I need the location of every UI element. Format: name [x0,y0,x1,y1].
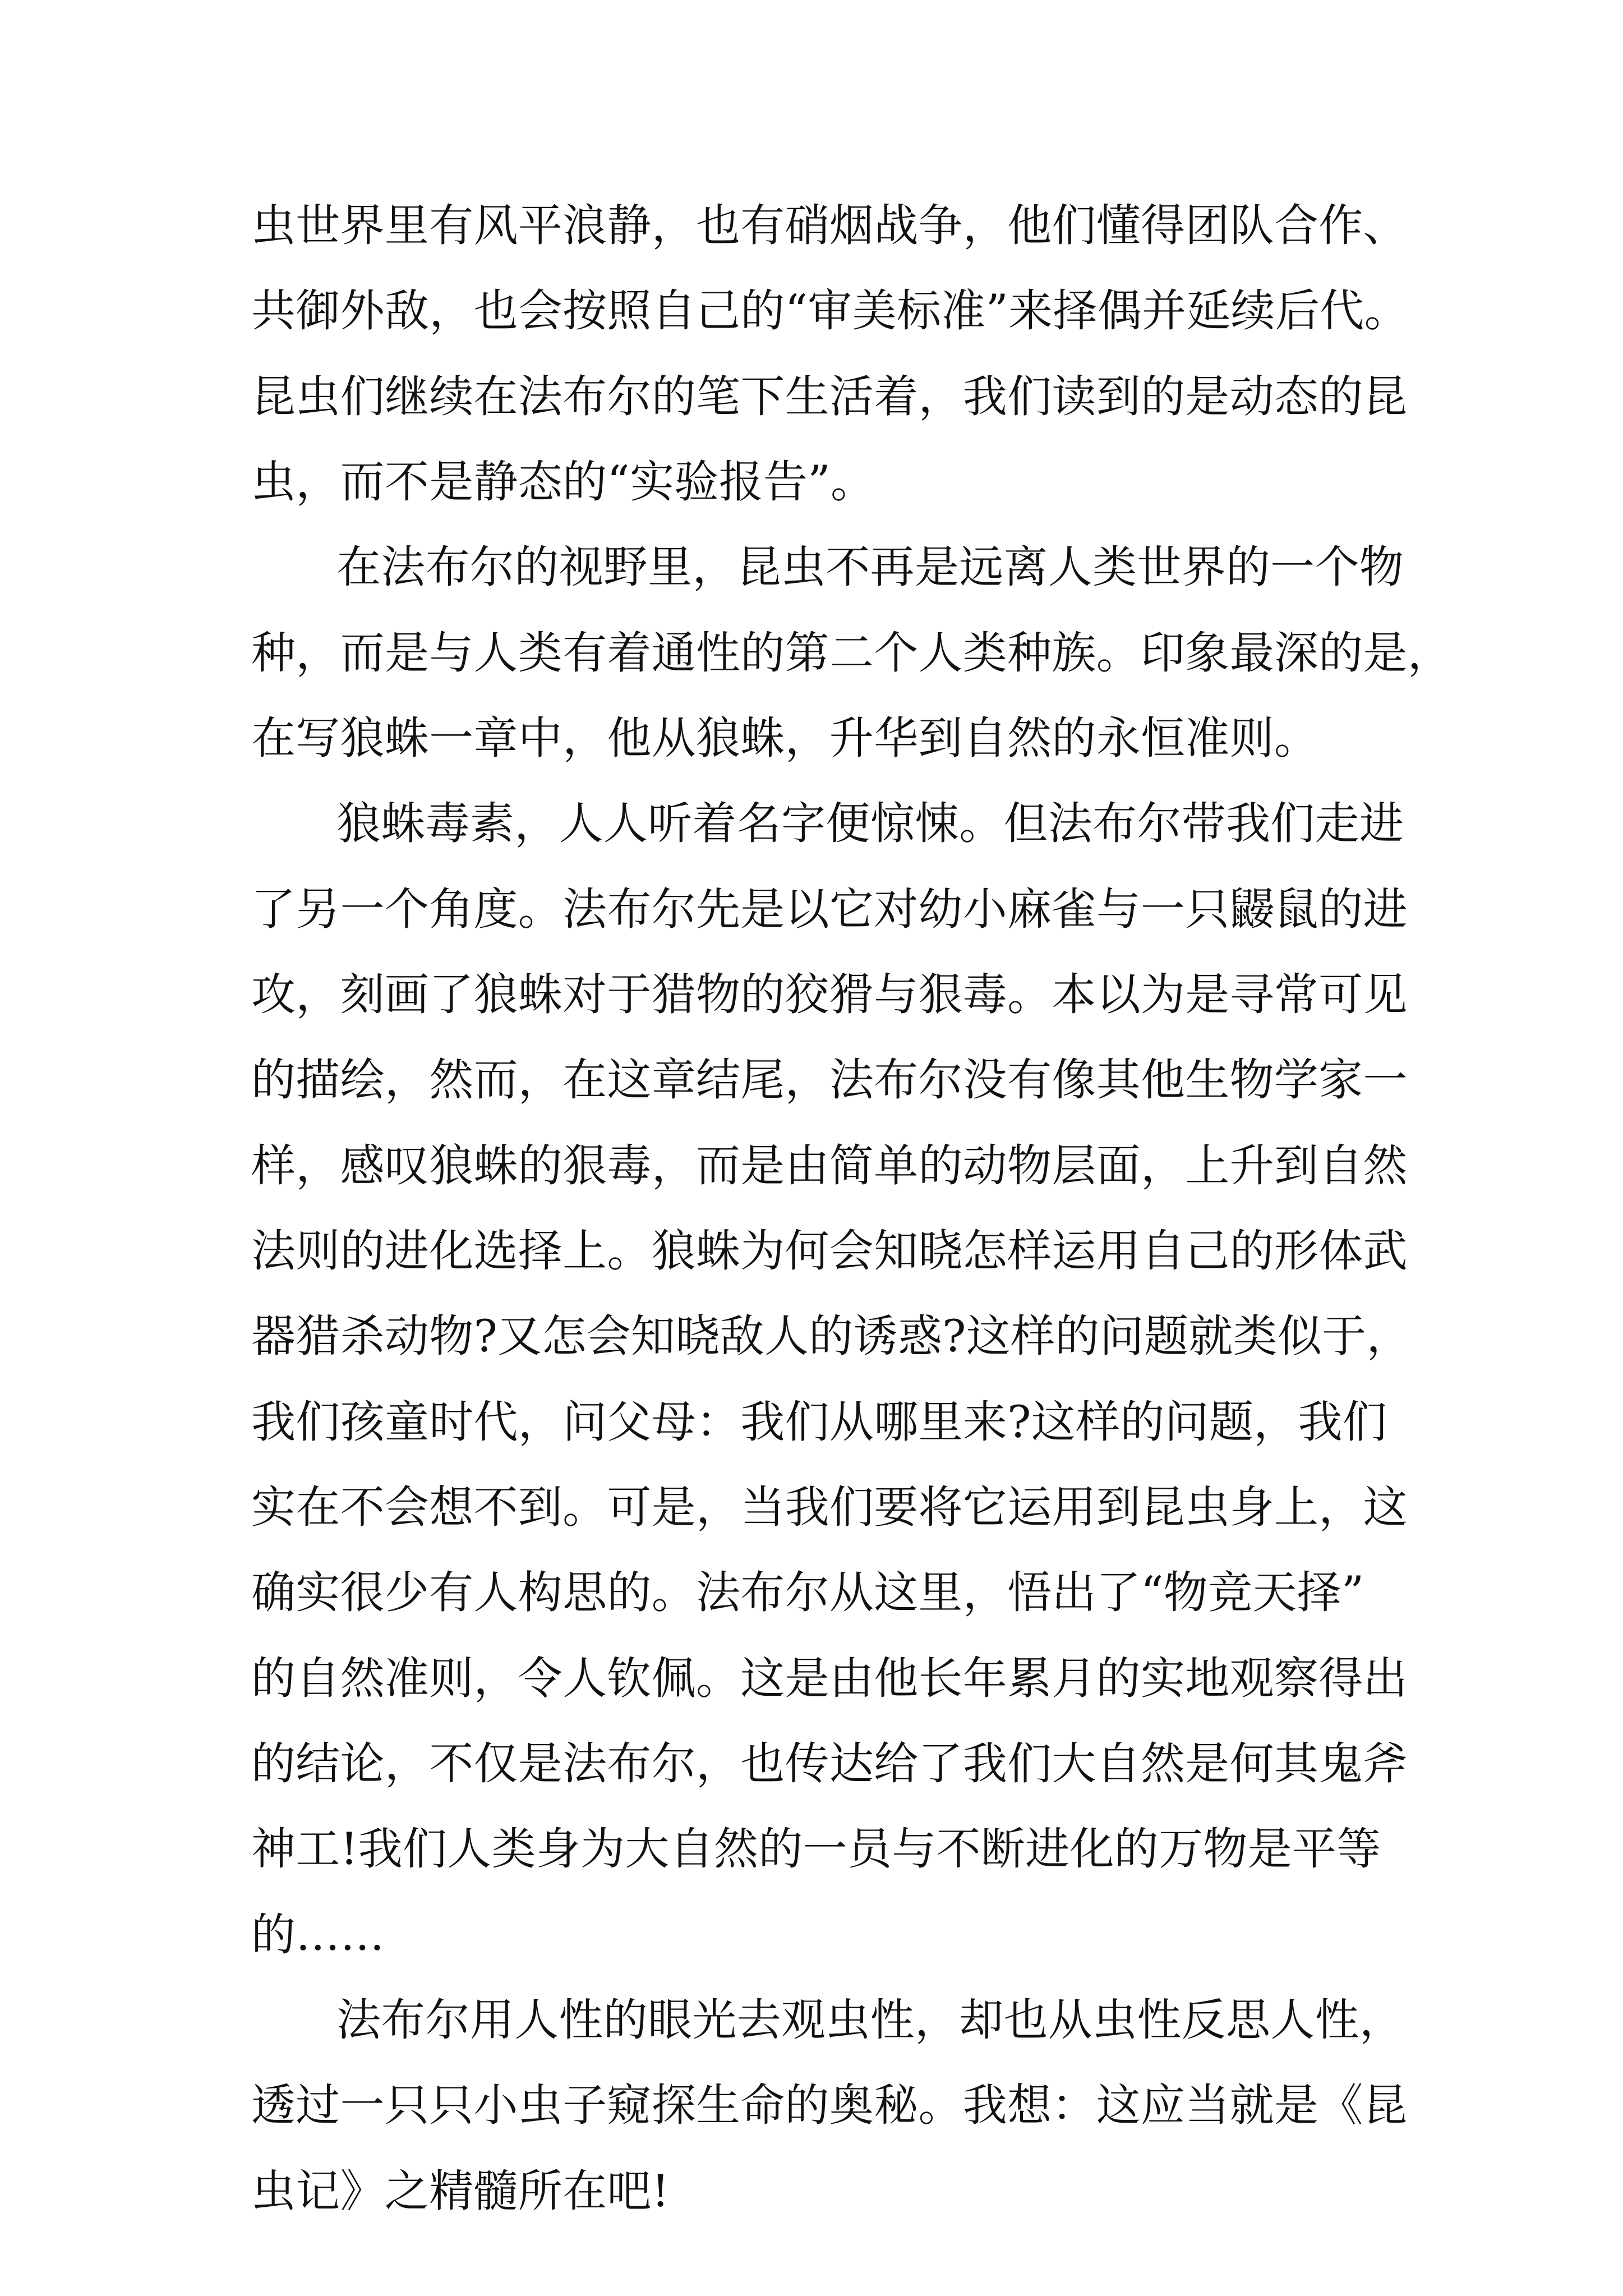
text-line: 在写狼蛛一章中，他从狼蛛，升华到自然的永恒准则。 [251,712,1319,764]
text-line: 确实很少有人构思的。法布尔从这里，悟出了“物竞天择” [251,1567,1364,1618]
text-line: 的自然准则，令人钦佩。这是由他长年累月的实地观察得出 [251,1653,1408,1704]
text-line: 虫世界里有风平浪静，也有硝烟战争，他们懂得团队合作、 [251,200,1408,251]
text-line: 的描绘，然而，在这章结尾，法布尔没有像其他生物学家一 [251,1054,1408,1106]
text-line: 法则的进化选择上。狼蛛为何会知晓怎样运用自己的形体武 [251,1225,1408,1277]
text-line: 共御外敌，也会按照自己的“审美标准”来择偶并延续后代。 [251,285,1409,337]
text-line: 神工!我们人类身为大自然的一员与不断进化的万物是平等 [251,1823,1381,1875]
text-line: 实在不会想不到。可是，当我们要将它运用到昆虫身上，这 [251,1481,1408,1533]
text-line: 种，而是与人类有着通性的第二个人类种族。印象最深的是， [251,627,1453,679]
text-line: 攻，刻画了狼蛛对于猎物的狡猾与狠毒。本以为是寻常可见 [251,969,1408,1020]
text-line: 器猎杀动物?又怎会知晓敌人的诱惑?这样的问题就类似于， [251,1310,1411,1362]
text-line: 了另一个角度。法布尔先是以它对幼小麻雀与一只鼹鼠的进 [251,884,1408,935]
text-line: 透过一只只小虫子窥探生命的奥秘。我想：这应当就是《昆 [251,2079,1408,2131]
text-line: 虫记》之精髓所在吧! [251,2165,670,2217]
text-line: 昆虫们继续在法布尔的笔下生活着，我们读到的是动态的昆 [251,371,1408,422]
text-line: 虫，而不是静态的“实验报告”。 [251,456,875,508]
text-line: 我们孩童时代，问父母：我们从哪里来?这样的问题，我们 [251,1396,1387,1448]
paragraph-start-line: 狼蛛毒素，人人听着名字便惊悚。但法布尔带我们走进 [336,798,1404,849]
paragraph-start-line: 法布尔用人性的眼光去观虫性，却也从虫性反思人性， [336,1994,1404,2046]
text-line: 的…… [251,1909,385,1961]
paragraph-start-line: 在法布尔的视野里，昆虫不再是远离人类世界的一个物 [336,541,1404,593]
text-line: 样，感叹狼蛛的狠毒，而是由简单的动物层面，上升到自然 [251,1140,1408,1191]
text-line: 的结论，不仅是法布尔，也传达给了我们大自然是何其鬼斧 [251,1738,1408,1789]
